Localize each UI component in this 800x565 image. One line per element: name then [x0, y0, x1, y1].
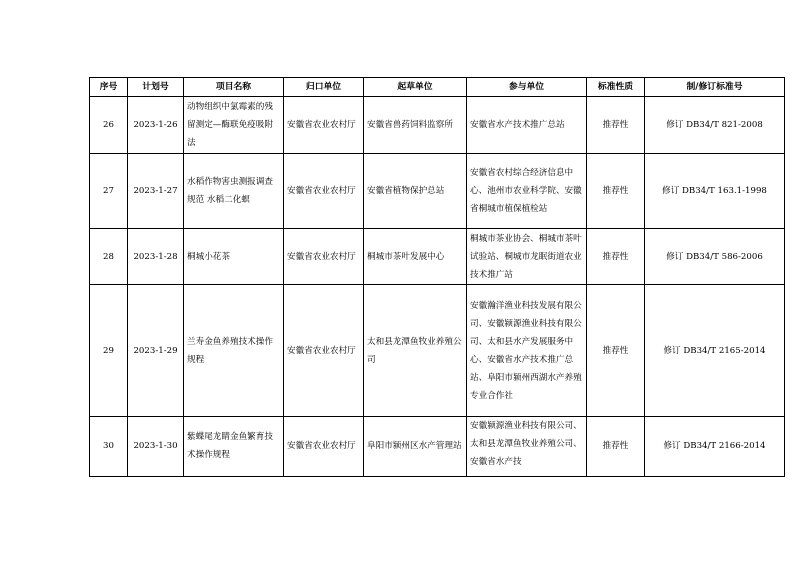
cell-no: 30 — [90, 417, 128, 477]
cell-drafter: 安徽省植物保护总站 — [364, 154, 467, 229]
header-no: 序号 — [90, 78, 128, 97]
cell-plan-no: 2023-1-28 — [128, 229, 184, 285]
cell-standard-no: 修订 DB34/T 2165-2014 — [645, 285, 785, 417]
cell-participants: 桐城市茶业协会、桐城市茶叶试验站、桐城市龙眠街道农业技术推广站 — [467, 229, 587, 285]
table-row — [90, 417, 785, 477]
cell-nature: 推荐性 — [587, 417, 645, 477]
cell-project-name: 兰寿金鱼养殖技术操作规程 — [184, 285, 284, 417]
cell-standard-no: 修订 DB34/T 821-2008 — [645, 97, 785, 154]
cell-no: 27 — [90, 154, 128, 229]
cell-drafter: 太和县龙潭鱼牧业养殖公司 — [364, 285, 467, 417]
cell-department: 安徽省农业农村厅 — [284, 154, 364, 229]
cell-project-name: 紫蝶尾龙睛金鱼繁育技术操作规程 — [184, 417, 284, 477]
cell-plan-no: 2023-1-30 — [128, 417, 184, 477]
header-participants: 参与单位 — [467, 78, 587, 97]
cell-no: 26 — [90, 97, 128, 154]
header-project-name: 项目名称 — [184, 78, 284, 97]
cell-no: 29 — [90, 285, 128, 417]
table-row — [90, 229, 785, 285]
cell-standard-no: 修订 DB34/T 163.1-1998 — [645, 154, 785, 229]
cell-plan-no: 2023-1-29 — [128, 285, 184, 417]
header-department: 归口单位 — [284, 78, 364, 97]
header-plan-no: 计划号 — [128, 78, 184, 97]
table-row — [90, 154, 785, 229]
cell-participants: 安徽瀚洋渔业科技发展有限公司、安徽颍源渔业科技有限公司、太和县水产发展服务中心、安徽省水产技术推广总站、阜阳市颍州西湖水产养殖专业合作社 — [467, 285, 587, 417]
table-row — [90, 285, 785, 417]
cell-project-name: 动物组织中氯霉素的残留测定—酶联免疫吸附法 — [184, 97, 284, 154]
cell-department: 安徽省农业农村厅 — [284, 229, 364, 285]
cell-no: 28 — [90, 229, 128, 285]
table-header-row — [90, 78, 785, 97]
cell-plan-no: 2023-1-27 — [128, 154, 184, 229]
cell-project-name: 水稻作物害虫测报调查规范 水稻二化螟 — [184, 154, 284, 229]
cell-project-name: 桐城小花茶 — [184, 229, 284, 285]
cell-drafter: 桐城市茶叶发展中心 — [364, 229, 467, 285]
cell-department: 安徽省农业农村厅 — [284, 285, 364, 417]
cell-nature: 推荐性 — [587, 229, 645, 285]
header-nature: 标准性质 — [587, 78, 645, 97]
cell-standard-no: 修订 DB34/T 2166-2014 — [645, 417, 785, 477]
cell-nature: 推荐性 — [587, 154, 645, 229]
cell-participants: 安徽省农村综合经济信息中心、池州市农业科学院、安徽省桐城市植保植检站 — [467, 154, 587, 229]
cell-nature: 推荐性 — [587, 285, 645, 417]
cell-drafter: 阜阳市颍州区水产管理站 — [364, 417, 467, 477]
cell-plan-no: 2023-1-26 — [128, 97, 184, 154]
cell-nature: 推荐性 — [587, 97, 645, 154]
cell-standard-no: 修订 DB34/T 586-2006 — [645, 229, 785, 285]
cell-participants: 安徽颍源渔业科技有限公司、太和县龙潭鱼牧业养殖公司、安徽省水产技 — [467, 417, 587, 477]
cell-participants: 安徽省水产技术推广总站 — [467, 97, 587, 154]
header-standard-no: 制/修订标准号 — [645, 78, 785, 97]
table-row — [90, 97, 785, 154]
standards-plan-table — [89, 77, 785, 477]
cell-department: 安徽省农业农村厅 — [284, 417, 364, 477]
header-drafter: 起草单位 — [364, 78, 467, 97]
cell-drafter: 安徽省兽药饲料监察所 — [364, 97, 467, 154]
cell-department: 安徽省农业农村厅 — [284, 97, 364, 154]
